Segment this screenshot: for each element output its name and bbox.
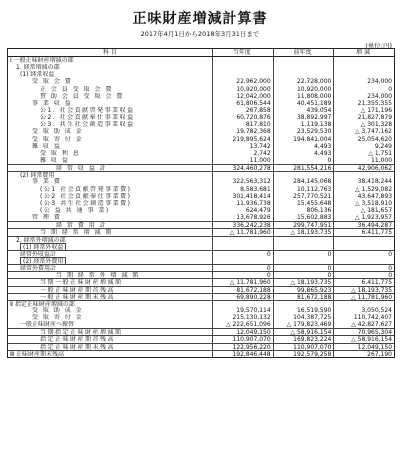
current-year-value: 11,000: [212, 157, 273, 164]
current-year-value: 10,920,000: [212, 86, 273, 93]
change-value: △ 3,518,910: [333, 200, 394, 207]
table-row: [8, 321, 394, 328]
table-row: [8, 64, 394, 71]
row-label-text: 一般正味財産期首残高: [40, 286, 116, 293]
change-value: [333, 64, 394, 71]
table-row: [8, 264, 394, 271]
change-value: 21,827,879: [333, 114, 394, 121]
row-label: [8, 257, 212, 264]
fiscal-period: 2017年4月1日から2018年3月31日まで: [140, 30, 260, 38]
change-value: 12,049,150: [333, 344, 394, 350]
row-label-text: 受 取 寄 付 金: [32, 314, 84, 322]
row-label: [8, 272, 212, 278]
row-label: [8, 165, 212, 171]
table-row: [8, 114, 394, 121]
current-year-value: 12,049,150: [212, 329, 273, 335]
table-row: [8, 100, 394, 107]
current-year-value: 13,742: [212, 143, 273, 150]
table-row: [8, 171, 394, 178]
current-year-value: 2,742: [212, 150, 273, 157]
current-year-value: 69,890,228: [212, 294, 273, 300]
table-row: [8, 278, 394, 285]
row-label: [8, 287, 212, 293]
prior-year-value: [273, 243, 334, 250]
row-label: [8, 294, 212, 300]
row-label-text: 2. 経常外増減の部: [16, 236, 66, 243]
row-label-text: 受 取 会 費: [32, 78, 73, 86]
row-label-text: 当 期 経 常 外 増 減 額: [56, 272, 140, 279]
change-value: △ 11,781,960: [333, 294, 394, 300]
row-label: [8, 64, 212, 71]
change-value: 6,411,775: [333, 279, 394, 285]
row-label-text: (2) 経常外費用: [20, 257, 66, 264]
table-row: [8, 286, 394, 293]
row-label: [8, 57, 212, 64]
prior-year-value: 10,920,000: [273, 86, 334, 93]
prior-year-value: 257,770,521: [273, 193, 334, 200]
change-value: 267,190: [333, 351, 394, 357]
change-value: △ 58,916,154: [333, 336, 394, 342]
row-label-text: 受 取 寄 付 金: [32, 135, 84, 143]
row-label-text: (公3 共生社会創造事業費): [40, 199, 132, 207]
table-row: [8, 121, 394, 128]
prior-year-value: 22,728,000: [273, 78, 334, 85]
prior-year-value: 0: [273, 157, 334, 164]
prior-year-value: [273, 64, 334, 71]
change-value: [333, 71, 394, 78]
prior-year-value: △ 58,916,154: [273, 329, 334, 335]
current-year-value: [212, 71, 273, 78]
prior-year-value: 4,493: [273, 150, 334, 157]
table-row: [8, 221, 394, 228]
row-label-text: 公3. 共生社会創造事業収益: [40, 121, 135, 129]
table-row: [8, 136, 394, 143]
current-year-value: △ 11,781,960: [212, 279, 273, 285]
table-row: [8, 207, 394, 214]
prior-year-value: 15,602,883: [273, 214, 334, 221]
row-label: [8, 100, 212, 107]
current-year-value: [212, 257, 273, 264]
row-label: [8, 265, 212, 271]
row-label-text: 経常外収益計: [20, 250, 57, 257]
prior-year-value: 299,747,951: [273, 222, 334, 228]
row-label: [8, 314, 212, 321]
row-label-text: 賛 助 会 員 受 取 会 費: [40, 92, 124, 100]
current-year-value: 0: [212, 272, 273, 278]
table-body: [8, 57, 394, 357]
change-value: 43,647,893: [333, 193, 394, 200]
table-row: [8, 307, 394, 314]
row-label: [8, 86, 212, 93]
change-value: 234,000: [333, 93, 394, 100]
row-label-text: 指定正味財産期首残高: [40, 336, 116, 343]
prior-year-value: 0: [273, 251, 334, 257]
table-row: [8, 214, 394, 221]
change-value: 234,000: [333, 78, 394, 85]
table-row: [8, 178, 394, 185]
table-row: [8, 93, 394, 100]
table-row: [8, 107, 394, 114]
prior-year-value: 0: [273, 265, 334, 271]
prior-year-value: 16,519,590: [273, 307, 334, 314]
prior-year-value: △ 18,193,735: [273, 229, 334, 235]
row-label-text: 経 常 費 用 計: [56, 222, 108, 229]
page-title: 正味財産増減計算書: [132, 11, 268, 27]
change-value: △ 3,747,162: [333, 128, 394, 135]
current-year-value: 0: [212, 265, 273, 271]
row-label: [8, 229, 212, 235]
row-label-text: (公 益 共 通 事 業): [40, 206, 110, 214]
current-year-value: 61,806,544: [212, 100, 273, 107]
current-year-value: 219,895,624: [212, 136, 273, 143]
current-year-value: 11,936,738: [212, 200, 273, 207]
prior-year-value: 194,841,004: [273, 136, 334, 143]
prior-year-value: 169,823,224: [273, 336, 334, 342]
row-label-text: 雑 収 益: [32, 142, 62, 150]
change-value: △ 301,328: [333, 121, 394, 128]
column-header-prior: 前年度: [273, 49, 334, 56]
column-header-change: 増 減: [333, 49, 394, 56]
change-value: △ 1,529,082: [333, 186, 394, 193]
table-row: [8, 86, 394, 93]
change-value: 70,965,304: [333, 329, 394, 335]
row-label: [8, 107, 212, 114]
row-label-text: 経常外費用計: [20, 265, 57, 272]
row-label: [8, 336, 212, 342]
change-value: 0: [333, 265, 394, 271]
row-label: [8, 71, 212, 78]
current-year-value: 322,563,312: [212, 178, 273, 185]
change-value: 6,411,775: [333, 229, 394, 235]
row-label-text: 事 業 収 益: [32, 99, 73, 107]
table-row: [8, 257, 394, 264]
change-value: △ 18,193,735: [333, 287, 394, 293]
row-label-text: (1) 経常収益: [20, 71, 55, 79]
row-label-text: 当期一般正味財産増減額: [40, 279, 123, 286]
row-label-text: 受 取 助 成 金: [32, 306, 84, 314]
prior-year-value: 10,112,763: [273, 186, 334, 193]
current-year-value: 19,570,114: [212, 307, 273, 314]
row-label: [8, 329, 212, 335]
row-label-text: 経 常 収 益 計: [56, 165, 108, 172]
table-row: [8, 200, 394, 207]
table-row: [8, 350, 394, 357]
change-value: 36,494,287: [333, 222, 394, 228]
current-year-value: [212, 57, 273, 64]
prior-year-value: 81,672,188: [273, 294, 334, 300]
prior-year-value: 4,493: [273, 143, 334, 150]
current-year-value: 12,042,000: [212, 93, 273, 100]
prior-year-value: 15,455,648: [273, 200, 334, 207]
row-label-text: 1. 経常増減の部: [16, 64, 60, 72]
table-row: [8, 250, 394, 257]
table-row: [8, 328, 394, 335]
row-label: [8, 136, 212, 143]
change-value: 21,355,355: [333, 100, 394, 107]
change-value: △ 1,923,957: [333, 214, 394, 221]
row-label: [8, 279, 212, 285]
change-value: △ 42,827,627: [333, 321, 394, 328]
current-year-value: 336,242,238: [212, 222, 273, 228]
row-label-text: 受 取 助 成 金: [32, 128, 84, 136]
row-label: [8, 186, 212, 193]
change-value: 0: [333, 272, 394, 278]
change-value: 110,742,407: [333, 314, 394, 321]
prior-year-value: 281,554,216: [273, 165, 334, 171]
table-row: [8, 57, 394, 64]
change-value: 42,906,062: [333, 165, 394, 171]
current-year-value: 267,858: [212, 107, 273, 114]
prior-year-value: 104,387,725: [273, 314, 334, 321]
table-row: [8, 78, 394, 85]
current-year-value: △ 11,781,960: [212, 229, 273, 235]
current-year-value: 22,962,000: [212, 78, 273, 85]
row-label-text: 当 期 経 常 増 減 額: [40, 229, 113, 236]
table-row: [8, 293, 394, 300]
row-label-text: 公1. 社会貢献啓発事業収益: [40, 106, 135, 114]
current-year-value: [212, 64, 273, 71]
prior-year-value: [273, 257, 334, 264]
prior-year-value: △ 179,823,469: [273, 321, 334, 328]
current-year-value: 301,418,414: [212, 193, 273, 200]
table-row: [8, 128, 394, 135]
current-year-value: 81,672,188: [212, 287, 273, 293]
current-year-value: 19,782,368: [212, 128, 273, 135]
row-label: [8, 243, 212, 250]
row-label-text: 指定正味財産期末残高: [40, 343, 116, 350]
table-row: [8, 343, 394, 350]
table-row: [8, 164, 394, 171]
table-row: [8, 71, 394, 78]
change-value: 38,418,244: [333, 178, 394, 185]
current-year-value: 624,479: [212, 207, 273, 214]
prior-year-value: 110,907,070: [273, 344, 334, 350]
row-label: [8, 143, 212, 150]
table-row: [8, 193, 394, 200]
table-row: [8, 271, 394, 278]
prior-year-value: 11,808,000: [273, 93, 334, 100]
change-value: △ 171,196: [333, 107, 394, 114]
table-row: [8, 243, 394, 250]
change-value: 3,050,524: [333, 307, 394, 314]
change-value: 0: [333, 251, 394, 257]
row-label-text: 当期指定正味財産増減額: [40, 329, 123, 336]
row-label-text: 事 業 費: [32, 178, 62, 186]
current-year-value: 60,720,876: [212, 114, 273, 121]
change-value: 11,000: [333, 157, 394, 164]
row-label: [8, 93, 212, 100]
table-row: [8, 186, 394, 193]
row-label: [8, 344, 212, 350]
prior-year-value: 99,865,923: [273, 287, 334, 293]
row-label-text: Ⅲ 正味財産期末残高: [10, 350, 65, 357]
change-value: 25,054,620: [333, 136, 394, 143]
row-label: [8, 307, 212, 314]
table-row: [8, 236, 394, 243]
prior-year-value: 192,579,258: [273, 351, 334, 357]
row-label: [8, 157, 212, 164]
table-row: [8, 314, 394, 321]
current-year-value: 13,678,926: [212, 214, 273, 221]
table-row: [8, 150, 394, 157]
row-label-text: Ⅱ 指定正味財産増減の部: [10, 300, 75, 307]
row-label: [8, 321, 212, 328]
prior-year-value: 40,451,189: [273, 100, 334, 107]
change-value: [333, 243, 394, 250]
table-row: [8, 335, 394, 342]
change-value: △ 181,657: [333, 207, 394, 214]
unit-label: (単位:円): [365, 42, 392, 50]
row-label-text: (公2 社会貢献奉仕事業費): [40, 192, 132, 200]
row-label: [8, 121, 212, 128]
prior-year-value: 284,145,068: [273, 178, 334, 185]
row-label: [8, 78, 212, 85]
row-label: [8, 351, 212, 357]
change-value: 0: [333, 86, 394, 93]
row-label-text: 正 会 員 受 取 会 費: [40, 85, 113, 93]
row-label-text: (2) 経常費用: [20, 172, 55, 179]
row-label: [8, 150, 212, 157]
current-year-value: 192,846,448: [212, 351, 273, 357]
current-year-value: 324,460,278: [212, 165, 273, 171]
table-row: [8, 300, 394, 307]
table-row: [8, 143, 394, 150]
change-value: [333, 57, 394, 64]
change-value: △ 1,751: [333, 150, 394, 157]
row-label-text: 一般正味財産期末残高: [40, 293, 116, 300]
column-header-current: 当年度: [212, 49, 273, 56]
row-label-text: 公2. 社会貢献奉仕事業収益: [40, 114, 135, 122]
prior-year-value: △ 18,193,735: [273, 279, 334, 285]
change-value: 9,249: [333, 143, 394, 150]
current-year-value: 110,907,070: [212, 336, 273, 342]
row-label: [8, 200, 212, 207]
row-label-text: 管 理 費: [32, 214, 62, 222]
prior-year-value: 1,119,138: [273, 121, 334, 128]
column-header-item: 科 目: [103, 49, 117, 56]
row-label: [8, 214, 212, 221]
current-year-value: 215,130,132: [212, 314, 273, 321]
prior-year-value: [273, 71, 334, 78]
table-header: [8, 49, 394, 57]
prior-year-value: 806,136: [273, 207, 334, 214]
row-label: [8, 178, 212, 185]
row-label-text: (1) 経常外収益: [20, 243, 66, 250]
current-year-value: [212, 243, 273, 250]
row-label-text: 一般正味財産へ振替: [20, 321, 75, 329]
row-label: [8, 128, 212, 135]
change-value: [333, 257, 394, 264]
prior-year-value: 439,054: [273, 107, 334, 114]
row-label-text: 受 取 利 息: [40, 149, 81, 157]
prior-year-value: 23,529,530: [273, 128, 334, 135]
table-row: [8, 157, 394, 164]
current-year-value: 8,583,681: [212, 186, 273, 193]
current-year-value: 122,956,220: [212, 344, 273, 350]
row-label-text: 雑 収 益: [40, 156, 70, 164]
current-year-value: △ 222,651,096: [212, 321, 273, 328]
table-row: [8, 228, 394, 235]
prior-year-value: 0: [273, 272, 334, 278]
row-label: [8, 222, 212, 228]
statement-table: [7, 48, 395, 358]
current-year-value: 817,810: [212, 121, 273, 128]
row-label: [8, 193, 212, 200]
row-label-text: Ⅰ 一般正味財産増減の部: [10, 57, 74, 64]
prior-year-value: 38,892,997: [273, 114, 334, 121]
row-label: [8, 114, 212, 121]
prior-year-value: [273, 57, 334, 64]
current-year-value: 0: [212, 251, 273, 257]
row-label: [8, 207, 212, 214]
row-label-text: (公1 社会貢献啓発事業費): [40, 185, 132, 193]
